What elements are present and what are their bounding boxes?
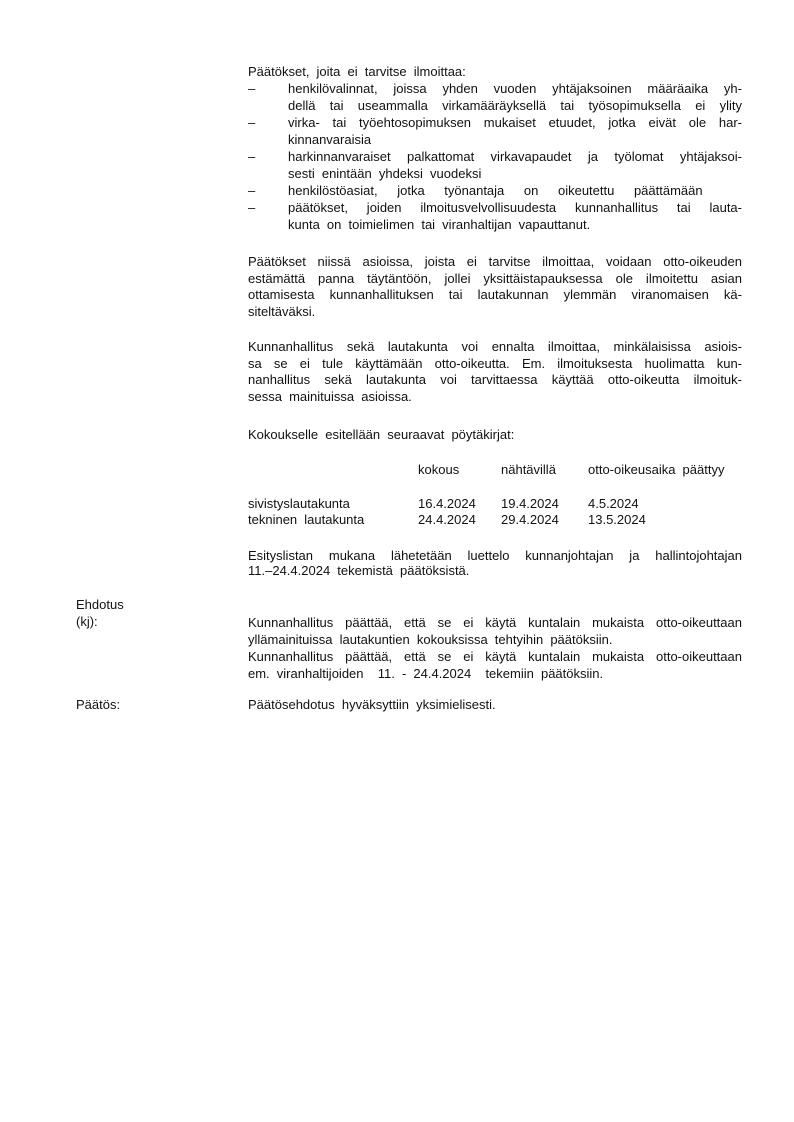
ehdotus-label-sub: (kj): — [76, 614, 98, 629]
table-header-row — [248, 461, 742, 478]
list-item-line: päätökset, joiden ilmoitusvelvollisuudesta kunnanhallitus tai lauta- — [288, 200, 742, 215]
dash-bullet: – — [248, 81, 256, 96]
list-item — [248, 182, 742, 199]
table-row — [248, 512, 742, 528]
dash-bullet: – — [248, 183, 256, 198]
paragraph-line: sa se ei tule käyttämään otto-oikeutta. Em. ilmoituksesta huolimatta kun- — [248, 355, 742, 371]
ehdotus-text-line: Kunnanhallitus päättää, että se ei käytä kuntalain mukaista otto-oikeuttaan — [248, 615, 742, 630]
paragraph-line: ottamisesta kunnanhallituksen tai lautakunnan ylemmän viranomaisen kä- — [248, 287, 742, 302]
paatos-text: Päätösehdotus hyväksyttiin yksimielisesti. — [248, 697, 496, 712]
list-item-line: virka- tai työehtosopimuksen mukaiset etuudet, jotka eivät ole har- — [288, 115, 742, 130]
cell-committee-name: tekninen lautakunta — [248, 511, 365, 527]
list-item-line: harkinnanvaraiset palkattomat virkavapaudet ja työlomat yhtäjaksoi- — [288, 149, 742, 164]
ehdotus-text-line: yllämainituissa lautakuntien kokouksissa tehtyihin päätöksiin. — [248, 632, 613, 647]
header-kokous: kokous — [418, 462, 460, 477]
cell-kokous-date: 16.4.2024 — [418, 496, 476, 511]
list-item-line: kinnanvaraisia — [288, 132, 372, 147]
list-item-line: sesti enintään yhdeksi vuodeksi — [288, 166, 482, 181]
cell-committee-name: sivistyslautakunta — [248, 496, 350, 511]
para-ennakkoilmoitus — [248, 339, 742, 405]
notify-intro: Päätökset, joita ei tarvitse ilmoittaa: — [248, 64, 466, 79]
cell-otto-paattyy-date: 13.5.2024 — [588, 511, 646, 527]
dash-bullet: – — [248, 200, 256, 215]
paragraph-line: Kunnanhallitus sekä lautakunta voi ennalta ilmoittaa, minkälaisissa asiois- — [248, 339, 742, 354]
ehdotus-text-line: em. viranhaltijoiden 11. - 24.4.2024 tekemiin päätöksiin. — [248, 666, 604, 681]
list-item-line: henkilövalinnat, joissa yhden vuoden yhtäjaksoinen määräaika yh- — [288, 81, 742, 96]
paragraph-line: Kokoukselle esitellään seuraavat pöytäkirjat: — [248, 427, 515, 442]
para-esityslista — [248, 548, 742, 578]
dash-bullet: – — [248, 149, 256, 164]
para-taytantoon — [248, 254, 742, 320]
paragraph-line: 11.–24.4.2024 tekemistä päätöksistä. — [248, 563, 470, 578]
cell-nahtavilla-date: 19.4.2024 — [501, 496, 559, 511]
paragraph-line: nanhallitus sekä lautakunta voi tarvittaessa käyttää otto-oikeutta ilmoituk- — [248, 372, 742, 387]
paragraph-line: siteltäväksi. — [248, 303, 316, 319]
paragraph-line: Päätökset niissä asioissa, joista ei tarvitse ilmoittaa, voidaan otto-oikeuden — [248, 254, 742, 269]
paragraph-line: estämättä panna täytäntöön, jollei yksittäistapauksessa ole ilmoitettu asian — [248, 270, 742, 286]
poytakirjat-intro — [248, 426, 742, 443]
list-item — [248, 148, 742, 182]
list-item-line: kunta on toimielimen tai viranhaltijan vapauttanut. — [288, 217, 591, 232]
paatos-body — [248, 696, 742, 713]
paragraph-line: sessa mainituissa asioissa. — [248, 388, 412, 404]
ehdotus-label — [76, 596, 236, 630]
ehdotus-text-line: Kunnanhallitus päättää, että se ei käytä kuntalain mukaista otto-oikeuttaan — [248, 649, 742, 664]
cell-nahtavilla-date: 29.4.2024 — [501, 511, 559, 527]
header-otto-oikeusaika: otto-oikeusaika päättyy — [588, 462, 725, 477]
minutes-table-rows — [248, 496, 742, 527]
list-item — [248, 114, 742, 148]
list-item — [248, 80, 742, 114]
paragraph-line: Esityslistan mukana lähetetään luettelo kunnanjohtajan ja hallintojohtajan — [248, 548, 742, 563]
cell-kokous-date: 24.4.2024 — [418, 511, 476, 527]
list-item-line: henkilöstöasiat, jotka työnantaja on oikeutettu päättämään — [288, 183, 703, 198]
paatos-label-line: Päätös: — [76, 697, 121, 712]
ehdotus-body — [248, 614, 742, 682]
list-item — [248, 199, 742, 233]
table-row — [248, 496, 742, 512]
header-nahtavilla: nähtävillä — [501, 462, 556, 477]
notify-section — [248, 63, 742, 233]
ehdotus-label-line: Ehdotus — [76, 597, 124, 612]
paatos-label — [76, 696, 236, 713]
cell-otto-paattyy-date: 4.5.2024 — [588, 496, 639, 511]
list-item-line: dellä tai useammalla virkamääräyksellä tai työsopimuksella ei ylity — [288, 98, 742, 113]
dash-bullet: – — [248, 115, 256, 130]
